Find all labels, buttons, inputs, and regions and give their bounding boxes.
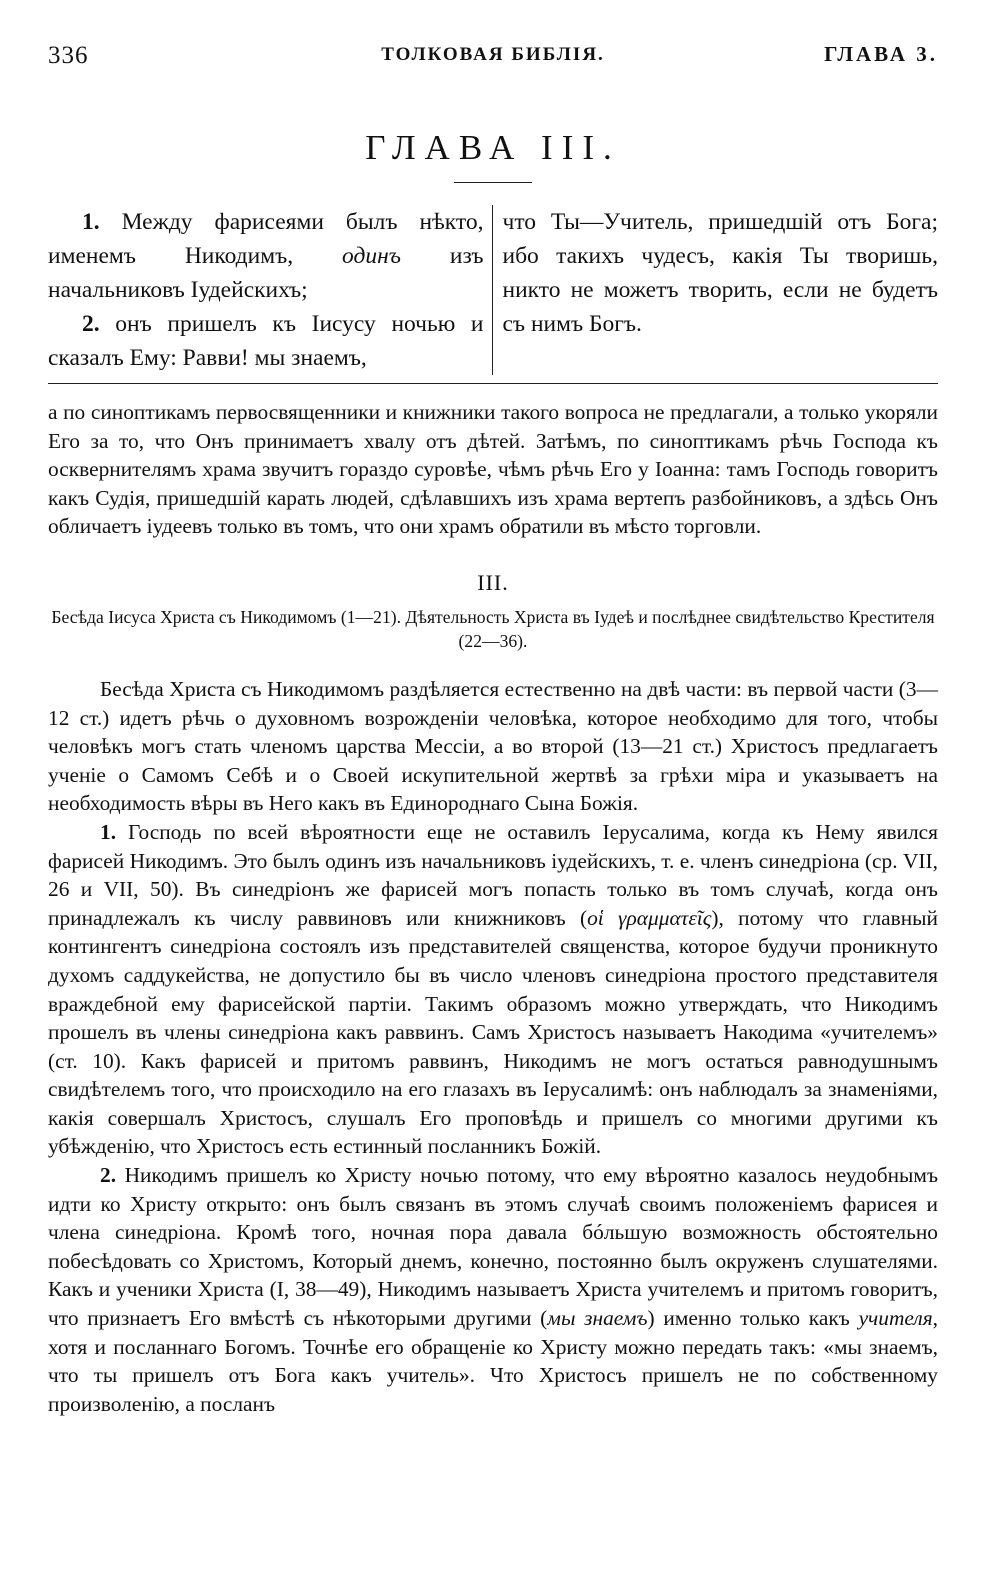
chapter-title: ГЛАВА III. [365, 128, 621, 167]
verses-divider [48, 383, 938, 384]
note-text: Никодимъ пришелъ ко Христу ночью потому, что ему вѣроятно казалось неудобнымъ идти ко Христу открыто: онъ былъ связанъ въ этомъ случаѣ своимъ положеніемъ фарисея и члена синедріона. Кромѣ того, ночная пора давала бóльшую возможность обстоятельно побесѣдовать со Христомъ, Который днемъ, конечно, постоянно былъ окруженъ слушателями. Какъ и ученики Христа (I, 38—49), Никодимъ называетъ Христа учителемъ и притомъ говоритъ, что признаетъ Его вмѣстѣ съ нѣкоторыми другими ( [48, 1163, 938, 1331]
scripture-verses [48, 205, 938, 375]
note-text: ), потому что главный контингентъ синедріона состоялъ изъ представителей священства, которое будучи проникнуто духомъ саддукейства, не допустило бы въ число членовъ синедріона простого представителя враждебной ему фарисейской партіи. Такимъ образомъ можно утверждать, что Никодимъ прошелъ въ члены синедріона какъ раввинъ. Самъ Христосъ называетъ Накодима «учителемъ» (ст. 10). Какъ фарисей и притомъ раввинъ, Никодимъ не могъ остаться равнодушнымъ свидѣтелемъ того, что происходило на его глазахъ въ Іерусалимѣ: онъ наблюдалъ за знаменіями, какія совершалъ Христосъ, слушалъ Его проповѣдь и пришелъ со многими другими къ убѣжденію, что Христосъ есть естинный посланникъ Божій. [48, 905, 938, 1159]
note-italic: учителя [858, 1306, 933, 1331]
verse-2-continued: что Ты—Учитель, пришедшій отъ Бога; ибо такихъ чудесъ, какія Ты творишь, никто не можетъ творить, если не будетъ съ нимъ Богъ. [502, 209, 938, 337]
verse-2 [48, 307, 484, 375]
commentary [48, 398, 938, 1418]
chapter-label: ГЛАВА 3. [824, 42, 938, 66]
running-head [48, 42, 938, 82]
verse-italic: одинъ [342, 243, 401, 269]
section-number: III. [477, 569, 509, 595]
note-verse-2 [48, 1161, 938, 1418]
note-italic: мы знаемъ [547, 1306, 648, 1331]
verse-text: онъ пришелъ къ Іисусу ночью и сказалъ Ему: Равви! мы знаемъ, [48, 311, 484, 371]
greek-term: οἱ γραμματεῖς [587, 905, 712, 930]
section-heading: Бесѣда Іисуса Христа съ Никодимомъ (1—21). Дѣятельность Христа въ Іудеѣ и послѣднее свидѣтельство Крестителя (22—36). [51, 606, 935, 651]
verse-text: изъ начальниковъ Іудейскихъ; [48, 243, 484, 303]
note-number: 1. [100, 819, 117, 844]
note-text: ) именно только какъ [647, 1306, 859, 1331]
note-verse-1 [48, 818, 938, 1161]
note-number: 2. [100, 1163, 117, 1188]
intro-paragraph: Бесѣда Христа съ Никодимомъ раздѣляется естественно на двѣ части: въ первой части (3—12 ст.) идетъ рѣчь о духовномъ возрожденіи человѣка, которое необходимо для того, чтобы человѣкъ могъ стать членомъ царства Мессіи, а во второй (13—21 ст.) Христосъ предлагаетъ ученіе о Самомъ Себѣ и о Своей искупительной жертвѣ за грѣхи міра и указываетъ на необходимость вѣры въ Него какъ въ Единороднаго Сына Божія. [48, 676, 938, 816]
title-rule [454, 182, 532, 183]
verse-number: 2. [82, 311, 100, 337]
page-number: 336 [48, 42, 89, 69]
note-text: , хотя и посланнаго Богомъ. Точнѣе его обращеніе ко Христу можно передать такъ: «мы знаемъ, что ты пришелъ отъ Бога какъ учитель». Что Христосъ пришелъ не по собственному произволенію, а посланъ [48, 1306, 938, 1416]
commentary-continuation: а по синоптикамъ первосвященники и книжники такого вопроса не предлагали, а только укоряли Его за то, что Онъ принимаетъ хвалу отъ дѣтей. Затѣмъ, по синоптикамъ рѣчь Господа къ осквернителямъ храма звучитъ гораздо суровѣе, чѣмъ рѣчь Его у Іоанна: тамъ Господь говоритъ какъ Судія, пришедшій карать людей, сдѣлавшихъ изъ храма вертепъ разбойниковъ, а здѣсь Онъ обличаетъ іудеевъ только въ томъ, что они храмъ обратили въ мѣсто торговли. [48, 400, 938, 539]
verse-number: 1. [82, 209, 100, 235]
note-text: Господь по всей вѣроятности еще не оставилъ Іерусалима, когда къ Нему явился фарисей Никодимъ. Это былъ одинъ изъ начальниковъ іудейскихъ, т. е. членъ синедріона (ср. VII, 26 и VII, 50). Въ синедріонъ же фарисей могъ попасть только въ томъ случаѣ, когда онъ принадлежалъ къ числу раввиновъ или книжниковъ ( [48, 819, 938, 930]
verses-left-column [48, 205, 492, 375]
verse-1 [48, 205, 484, 307]
running-title: ТОЛКОВАЯ БИБЛІЯ. [381, 44, 605, 65]
verse-text: Между фарисеями былъ нѣкто, именемъ Никодимъ, [48, 209, 484, 269]
verses-right-column [492, 205, 939, 375]
